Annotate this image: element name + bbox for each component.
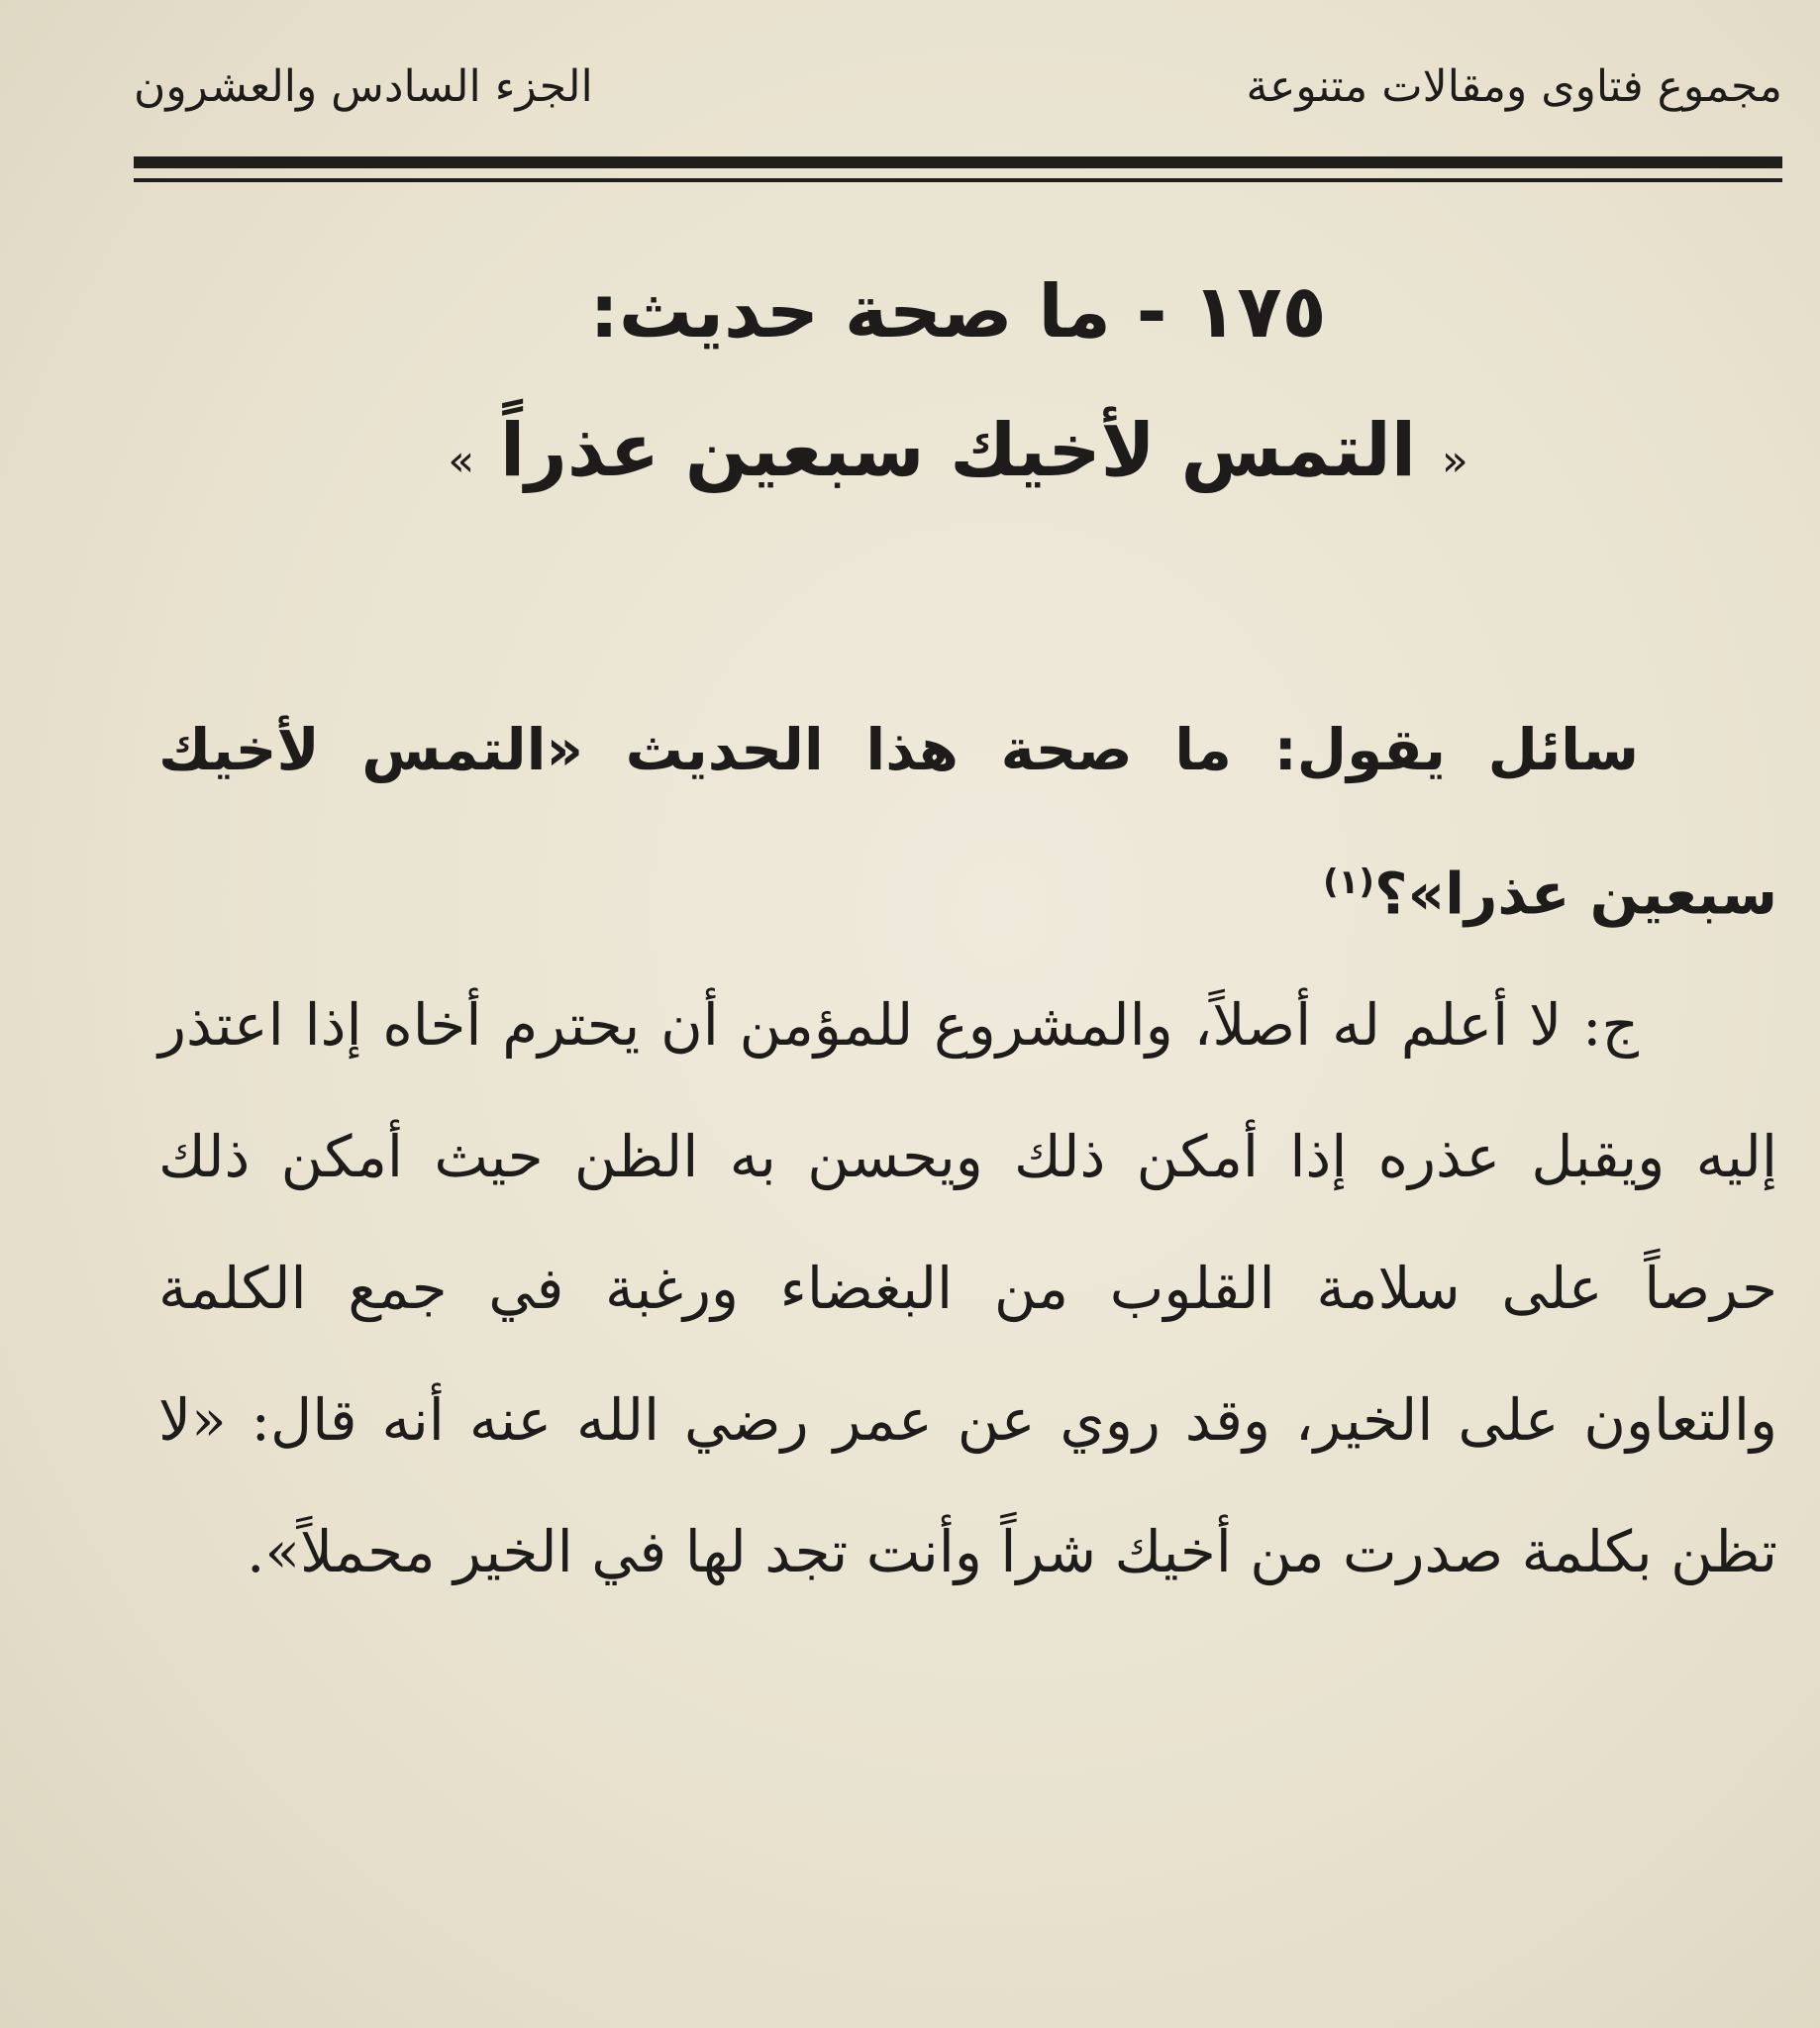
quote-open-mark: « [1441,436,1468,486]
running-header [134,61,1782,131]
answer-paragraph: ج: لا أعلم له أصلاً، والمشروع للمؤمن أن يحترم أخاه إذا اعتذر إليه ويقبل عذره إذا أمكن ذلك ويحسن به الظن حيث أمكن ذلك حرصاً على سلامة القلوب من البغضاء ورغبة في جمع الكلمة والتعاون على الخير، وقد روي عن عمر رضي الله عنه أنه قال: «لا تظن بكلمة صدرت من أخيك شراً وأنت تجد لها في الخير محملاً». [158,991,1777,1586]
fatwa-title [134,262,1782,511]
header-rule-thin [134,178,1782,182]
fatwa-quote-heading [134,401,1782,511]
fatwa-number-heading: ١٧٥ - ما صحة حديث: [589,269,1327,355]
question-paragraph [158,683,1777,960]
question-text: سائل يقول: ما صحة هذا الحديث «التمس لأخيك سبعين عذرا»؟ [158,716,1777,928]
quote-heading-text: التمس لأخيك سبعين عذراً [499,408,1417,493]
fatwa-body [158,683,1777,1618]
book-title: مجموع فتاوى ومقالات متنوعة [1246,61,1782,112]
volume-label: الجزء السادس والعشرون [134,61,593,112]
footnote-marker: (١) [1323,862,1374,902]
quote-close-mark: » [448,436,475,486]
header-rule-thick [134,156,1782,168]
